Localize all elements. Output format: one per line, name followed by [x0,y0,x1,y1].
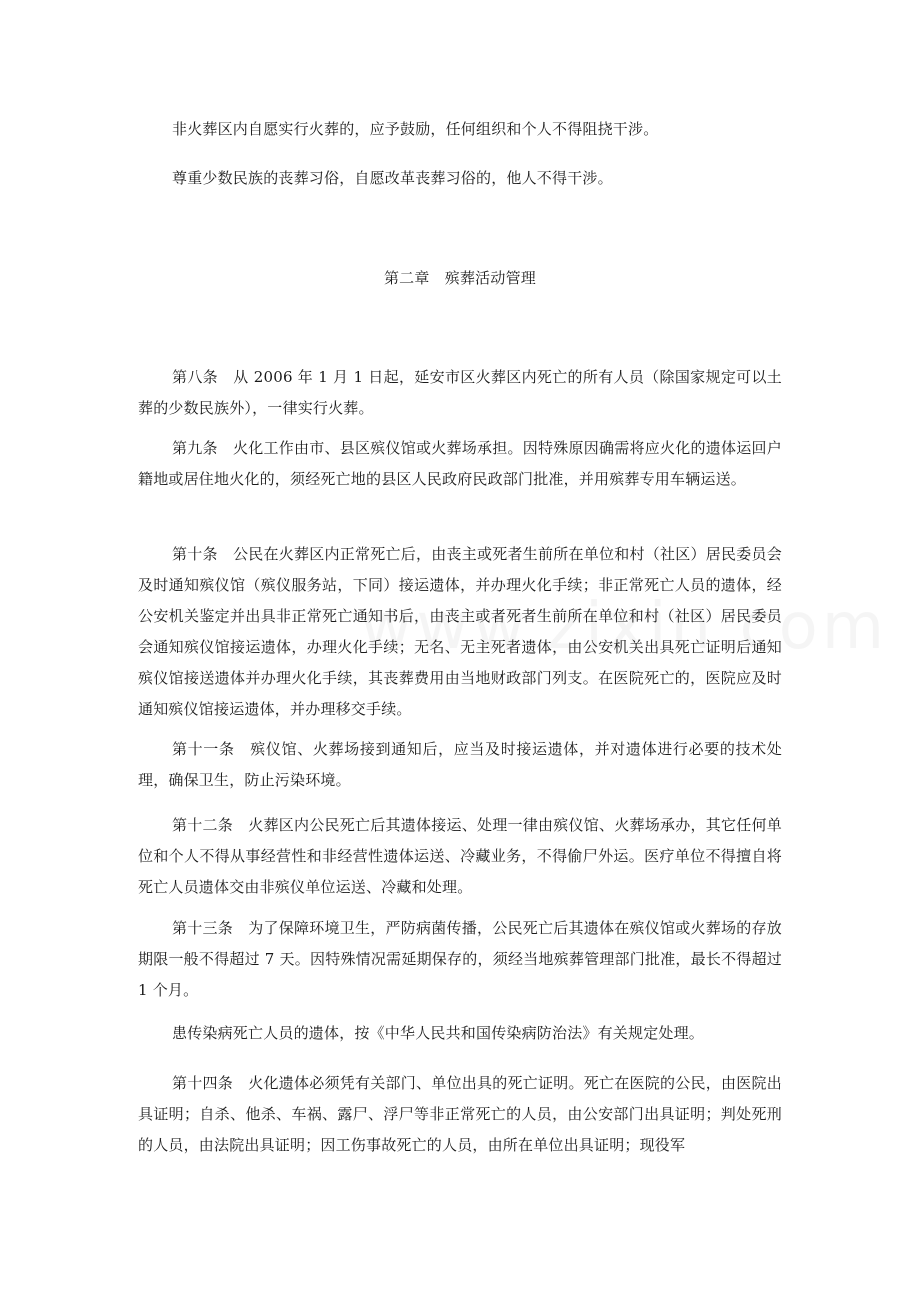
intro-paragraph-2: 尊重少数民族的丧葬习俗，自愿改革丧葬习俗的，他人不得干涉。 [172,169,613,187]
article-11: 第十一条 殡仪馆、火葬场接到通知后，应当及时接运遗体，并对遗体进行必要的技术处理，确保卫生，防止污染环境。 [138,740,782,789]
article-14: 第十四条 火化遗体必须凭有关部门、单位出具的死亡证明。死亡在医院的公民，由医院出具证明；自杀、他杀、车祸、露尸、浮尸等非正常死亡的人员，由公安部门出具证明；判处死刑的人员，由法院出具证明；因工伤事故死亡的人员，由所在单位出具证明；现役军 [138,1074,782,1154]
chapter-heading: 第二章 殡葬活动管理 [383,269,536,287]
article-8: 第八条 从 2006 年 1 月 1 日起，延安市区火葬区内死亡的所有人员（除国家规定可以土葬的少数民族外），一律实行火葬。 [138,368,782,417]
infectious-disease-note: 患传染病死亡人员的遗体，按《中华人民共和国传染病防治法》有关规定处理。 [172,1024,705,1042]
intro-paragraph-1: 非火葬区内自愿实行火葬的，应予鼓励，任何组织和个人不得阻挠干涉。 [172,120,659,138]
article-13: 第十三条 为了保障环境卫生，严防病菌传播，公民死亡后其遗体在殡仪馆或火葬场的存放期限一般不得超过 7 天。因特殊情况需延期保存的，须经当地殡葬管理部门批准，最长不得超过 1 个月。 [138,919,782,999]
article-12: 第十二条 火葬区内公民死亡后其遗体接运、处理一律由殡仪馆、火葬场承办，其它任何单位和个人不得从事经营性和非经营性遗体运送、冷藏业务，不得偷尸外运。医疗单位不得擅自将死亡人员遗体交由非殡仪单位运送、冷藏和处理。 [138,816,782,896]
article-9: 第九条 火化工作由市、县区殡仪馆或火葬场承担。因特殊原因确需将应火化的遗体运回户籍地或居住地火化的，须经死亡地的县区人民政府民政部门批准，并用殡葬专用车辆运送。 [138,439,782,488]
article-10: 第十条 公民在火葬区内正常死亡后，由丧主或死者生前所在单位和村（社区）居民委员会及时通知殡仪馆（殡仪服务站，下同）接运遗体，并办理火化手续；非正常死亡人员的遗体，经公安机关鉴定并出具非正常死亡通知书后，由丧主或者死者生前所在单位和村（社区）居民委员会通知殡仪馆接运遗体，办理火化手续；无名、无主死者遗体，由公安机关出具死亡证明后通知殡仪馆接送遗体并办理火化手续，其丧葬费用由当地财政部门列支。在医院死亡的，医院应及时通知殡仪馆接运遗体，并办理移交手续。 [138,545,782,718]
